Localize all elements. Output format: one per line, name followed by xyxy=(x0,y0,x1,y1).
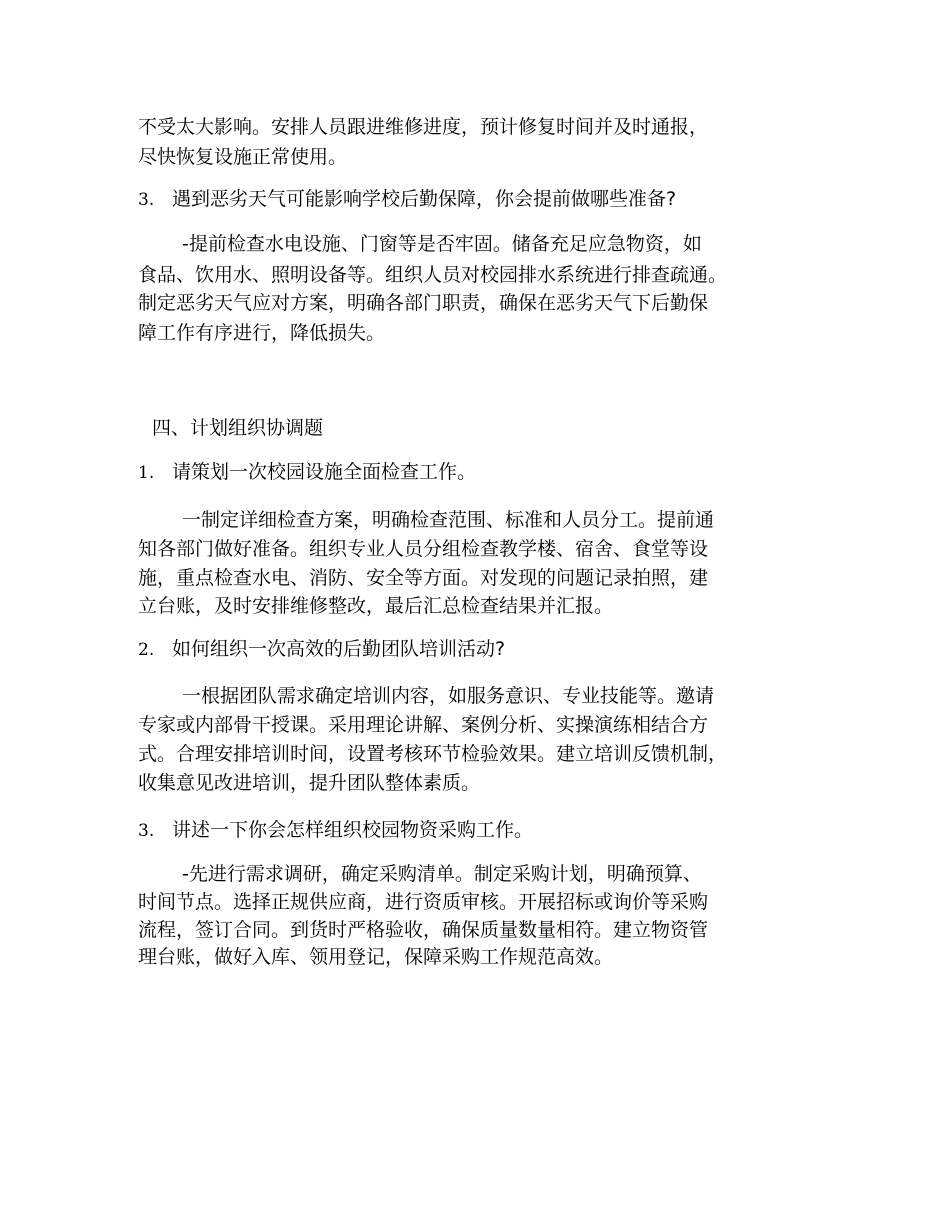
answer-line: 施，重点检查水电、消防、安全等方面。对发现的问题记录拍照，建 xyxy=(138,567,709,589)
answer-line: 制定恶劣天气应对方案，明确各部门职责，确保在恶劣天气下后勤保 xyxy=(138,292,709,314)
answer-line: 时间节点。选择正规供应商，进行资质审核。开展招标或询价等采购 xyxy=(138,891,709,913)
paragraph-line: 不受太大影响。安排人员跟进维修进度，预计修复时间并及时通报， xyxy=(138,116,709,138)
answer-line: 障工作有序进行，降低损失。 xyxy=(138,322,386,344)
question-number: 3. xyxy=(138,821,155,841)
answer-line: 食品、饮用水、照明设备等。组织人员对校园排水系统进行排查疏通。 xyxy=(138,264,728,286)
answer-line: 立台账，及时安排维修整改，最后汇总检查结果并汇报。 xyxy=(138,595,614,617)
question-text: 讲述一下你会怎样组织校园物资采购工作。 xyxy=(172,819,534,841)
answer-line: 专家或内部骨干授课。采用理论讲解、案例分析、实操演练相结合方 xyxy=(138,714,709,736)
answer-line: 理台账，做好入库、领用登记，保障采购工作规范高效。 xyxy=(138,946,614,968)
answer-line: 流程，签订合同。到货时严格验收，确保质量数量相符。建立物资管 xyxy=(138,919,709,941)
answer-line: 知各部门做好准备。组织专业人员分组检查教学楼、宿舍、食堂等设 xyxy=(138,538,709,560)
question-text: 请策划一次校园设施全面检查工作。 xyxy=(172,461,477,483)
question-number: 3. xyxy=(138,190,155,210)
answer-line: 收集意见改进培训，提升团队整体素质。 xyxy=(138,772,481,794)
paragraph-line: 尽快恢复设施正常使用。 xyxy=(138,146,348,168)
question-1-inspection xyxy=(138,460,476,485)
answer-line: 式。合理安排培训时间，设置考核环节检验效果。建立培训反馈机制， xyxy=(138,743,728,765)
question-number: 2. xyxy=(138,640,155,660)
answer-line: -先进行需求调研，确定采购清单。制定采购计划，明确预算、 xyxy=(182,863,702,885)
answer-line: 一根据团队需求确定培训内容，如服务意识、专业技能等。邀请 xyxy=(182,685,715,707)
question-number: 1. xyxy=(138,463,155,483)
question-text: 遇到恶劣天气可能影响学校后勤保障，你会提前做哪些准备? xyxy=(172,188,677,210)
question-3-weather xyxy=(138,187,676,212)
question-2-training xyxy=(138,637,505,662)
question-text: 如何组织一次高效的后勤团队培训活动? xyxy=(172,638,506,660)
question-3-procurement xyxy=(138,818,533,843)
answer-line: 一制定详细检查方案，明确检查范围、标准和人员分工。提前通 xyxy=(182,509,715,531)
section-title: 四、计划组织协调题 xyxy=(152,417,324,439)
answer-line: -提前检查水电设施、门窗等是否牢固。储备充足应急物资，如 xyxy=(182,233,702,255)
